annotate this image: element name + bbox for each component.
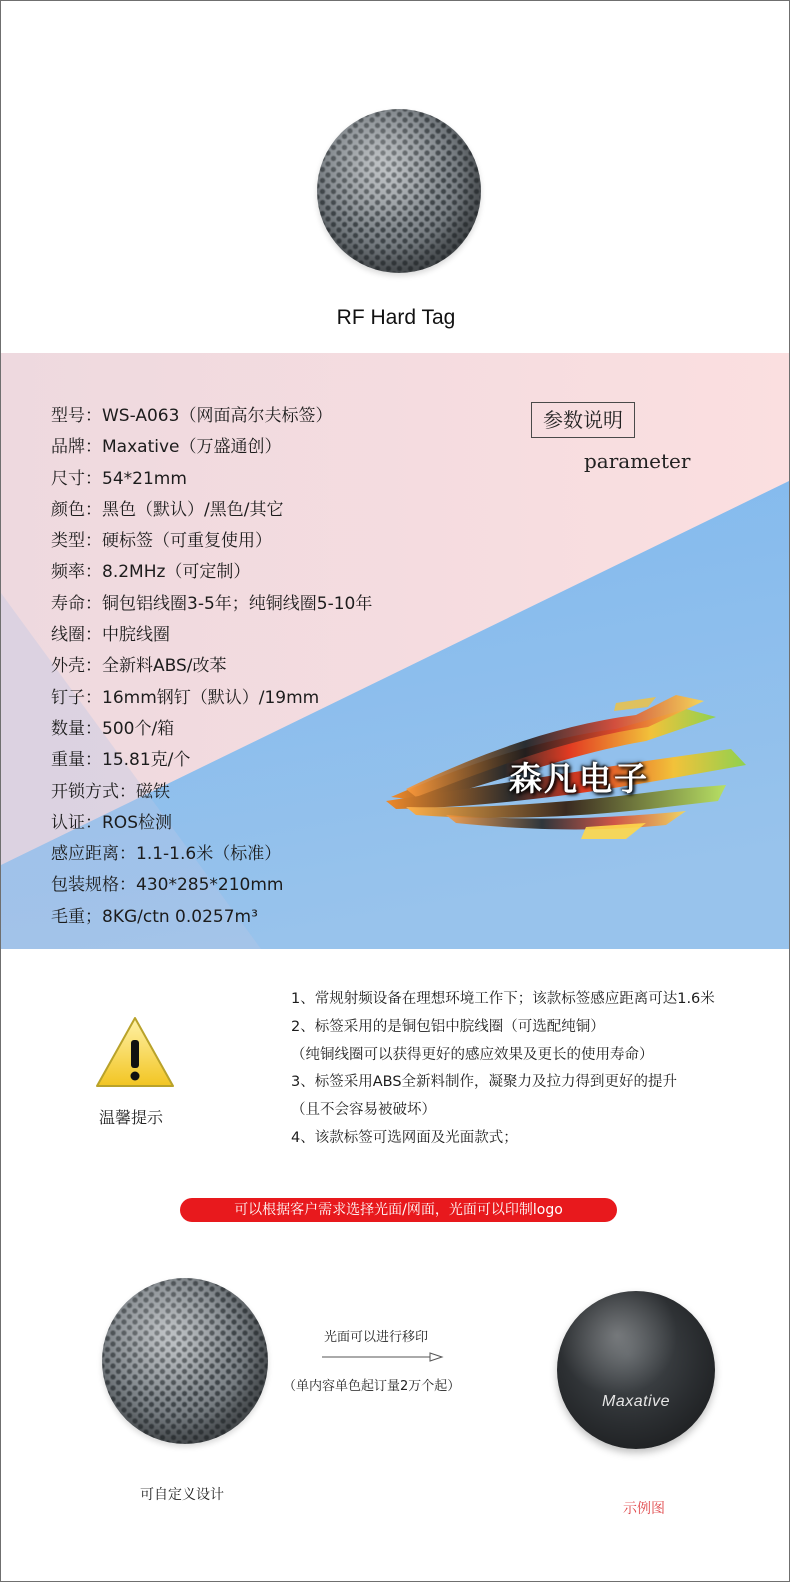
smooth-tag-image <box>557 1291 715 1449</box>
spec-list <box>51 401 372 933</box>
spec-item: 毛重；8KG/ctn 0.0257m³ <box>51 906 258 927</box>
parameter-heading-en: parameter <box>584 449 691 473</box>
tip-item: 1、常规射频设备在理想环境工作下；该款标签感应距离可达1.6米 <box>291 991 715 1007</box>
spec-item: 频率：8.2MHz（可定制） <box>51 562 251 583</box>
arrow-right-icon <box>322 1351 444 1363</box>
spec-item: 开锁方式：磁铁 <box>51 781 170 802</box>
spec-item: 钉子：16mm钢钉（默认）/19mm <box>51 687 320 708</box>
warning-icon <box>93 1014 177 1092</box>
spec-item: 尺寸：54*21mm <box>51 468 187 489</box>
print-note: 光面可以进行移印 <box>324 1330 429 1345</box>
spec-item: 重量：15.81克/个 <box>51 750 191 771</box>
spec-item: 类型：硬标签（可重复使用） <box>51 531 272 552</box>
tip-item: （纯铜线圈可以获得更好的感应效果及更长的使用寿命） <box>291 1046 654 1063</box>
sample-caption: 示例图 <box>623 1501 665 1517</box>
spec-item: 颜色：黑色（默认）/黑色/其它 <box>51 499 284 520</box>
spec-item: 型号：WS-A063（网面高尔夫标签） <box>51 406 333 426</box>
product-title: RF Hard Tag <box>336 306 456 329</box>
tip-item: （且不会容易被破坏） <box>291 1102 436 1119</box>
tip-item: 4、该款标签可选网面及光面款式； <box>291 1129 518 1146</box>
tip-item: 3、标签采用ABS全新料制作，凝聚力及拉力得到更好的提升 <box>291 1074 678 1091</box>
tip-item: 2、标签采用的是铜包铝中脘线圈（可选配纯铜） <box>291 1018 605 1035</box>
spec-item: 感应距离：1.1-1.6米（标准） <box>51 844 282 865</box>
spec-item: 外壳：全新料ABS/改苯 <box>51 656 227 677</box>
brand-art-text: 森凡电子 <box>509 759 649 798</box>
tips-label: 温馨提示 <box>99 1108 164 1127</box>
spec-item: 数量：500个/箱 <box>51 718 175 739</box>
mesh-tag-image <box>102 1278 268 1444</box>
surface-option-banner: 可以根据客户需求选择光面/网面，光面可以印制logo <box>180 1198 617 1222</box>
tips-notes <box>291 986 715 1153</box>
custom-design-caption: 可自定义设计 <box>140 1487 224 1503</box>
spec-item: 品牌：Maxative（万盛通创） <box>51 437 282 458</box>
moq-note: （单内容单色起订量2万个起） <box>283 1379 461 1394</box>
spec-item: 寿命：铜包铝线圈3-5年；纯铜线圈5-10年 <box>51 593 373 614</box>
spec-item: 包装规格：430*285*210mm <box>51 875 284 896</box>
spec-item: 认证：ROS检测 <box>51 812 172 833</box>
spec-item: 线圈：中脘线圈 <box>51 625 170 646</box>
golf-tag-image <box>317 109 481 273</box>
parameter-heading: 参数说明 <box>531 402 635 438</box>
tag-logo-print: Maxative <box>601 1393 671 1410</box>
